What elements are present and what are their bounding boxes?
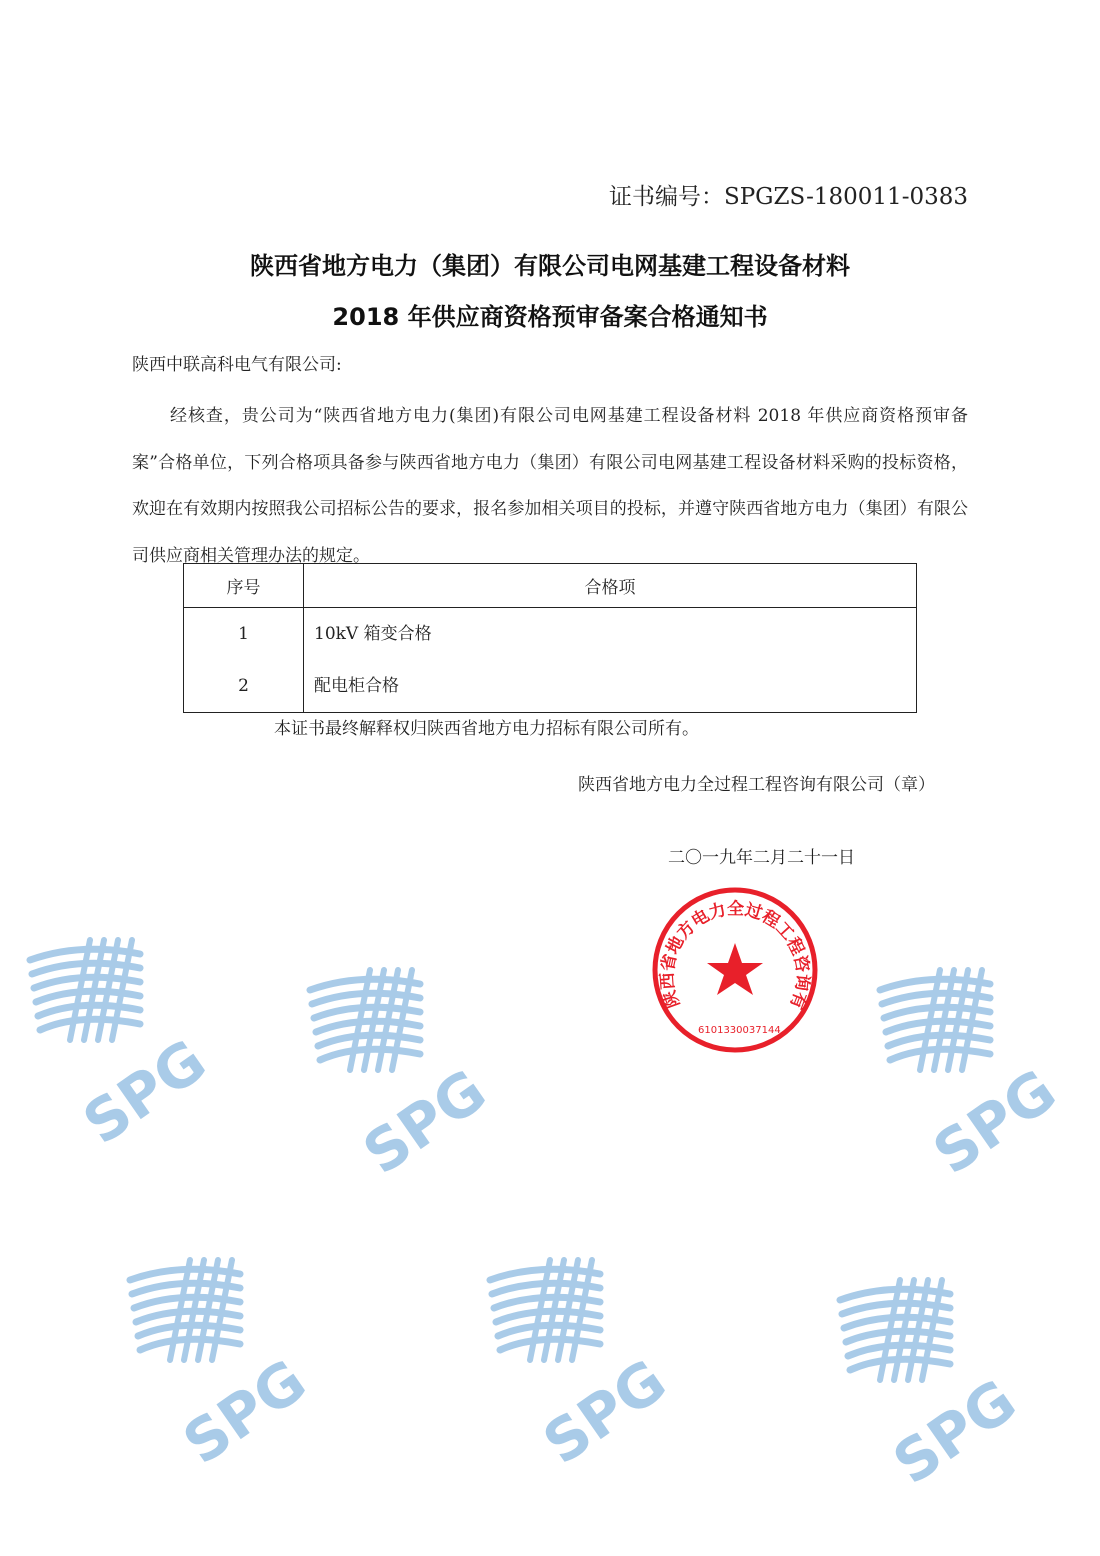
spg-watermark	[120, 1250, 319, 1478]
row-no: 2	[238, 676, 249, 696]
table-row	[184, 608, 917, 713]
table-header-row	[184, 564, 917, 608]
svg-text:SPG: SPG	[171, 1346, 319, 1478]
svg-text:SPG: SPG	[531, 1346, 679, 1478]
row-item: 配电柜合格	[314, 676, 399, 696]
document-title-line1: 陕西省地方电力（集团）有限公司电网基建工程设备材料	[250, 252, 850, 280]
official-seal	[650, 885, 820, 1055]
certificate-number: 证书编号：SPGZS-180011-0383	[608, 184, 968, 210]
interpretation-note: 本证书最终解释权归陕西省地方电力招标有限公司所有。	[274, 719, 699, 739]
spg-watermark	[830, 1270, 1029, 1498]
qualification-table	[183, 563, 917, 713]
spg-watermark	[20, 930, 219, 1158]
spg-watermark	[300, 960, 499, 1188]
row-item: 10kV 箱变合格	[314, 624, 432, 644]
svg-text:陕西省地方电力全过程工程咨询有限公司: 陕西省地方电力全过程工程咨询有	[657, 899, 813, 1012]
notice-paragraph: 经核查，贵公司为“陕西省地方电力(集团)有限公司电网基建工程设备材料 2018 年供应商资格预审备案”合格单位，下列合格项具备参与陕西省地方电力（集团）有限公司电网基建工程设备材料采购的投标资格，欢迎在有效期内按照我公司招标公告的要求，报名参加相关项目的投标，并遵守陕西省地方电力（集团）有限公司供应商相关管理办法的规定。	[132, 406, 968, 566]
row-no: 1	[238, 624, 249, 644]
recipient: 陕西中联高科电气有限公司:	[132, 355, 342, 375]
svg-text:SPG: SPG	[881, 1366, 1029, 1498]
document-title-line2: 2018 年供应商资格预审备案合格通知书	[332, 303, 768, 331]
svg-text:SPG: SPG	[921, 1056, 1069, 1188]
issue-date: 二〇一九年二月二十一日	[668, 848, 855, 868]
header-no: 序号	[184, 564, 304, 608]
issuer-company: 陕西省地方电力全过程工程咨询有限公司（章）	[578, 775, 935, 795]
svg-text:SPG: SPG	[351, 1056, 499, 1188]
spg-watermark	[870, 960, 1069, 1188]
svg-text:SPG: SPG	[71, 1026, 219, 1158]
spg-watermark	[480, 1250, 679, 1478]
header-item: 合格项	[304, 564, 917, 608]
svg-text:6101330037144: 6101330037144	[698, 1025, 781, 1036]
